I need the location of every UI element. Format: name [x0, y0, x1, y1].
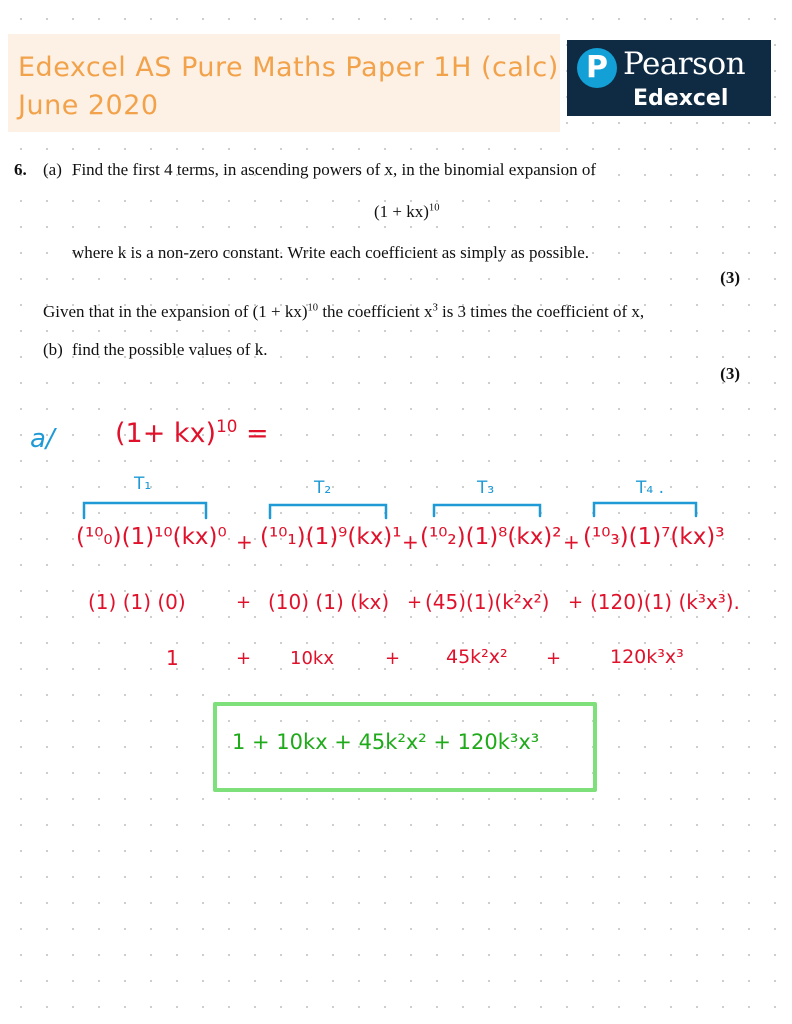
line1-term1: (¹⁰₀)(1)¹⁰(kx)⁰ — [76, 524, 227, 550]
line2-term4: (120)(1) (k³x³). — [590, 590, 740, 614]
line3-term1: 1 — [166, 646, 179, 670]
part-a-label: (a) — [43, 160, 62, 179]
line2-term1: (1) (1) (0) — [88, 590, 186, 614]
line2-plus-3: + — [568, 592, 584, 613]
start-power: 10 — [216, 416, 238, 436]
line3-plus-3: + — [546, 648, 562, 669]
line2-plus-2: + — [407, 592, 423, 613]
bracket-t3 — [434, 505, 540, 516]
expression-power: 10 — [428, 202, 440, 214]
start-eq: = — [245, 418, 269, 449]
line3-plus-1: + — [236, 648, 252, 669]
term-label-1: T₁ — [134, 474, 152, 494]
line2-term3: (45)(1)(k²x²) — [425, 590, 550, 614]
line3-term2: 10kx — [290, 648, 334, 669]
line3-term3: 45k²x² — [446, 646, 508, 668]
part-b-label: (b) — [43, 340, 63, 359]
marks-part-b: (3) — [720, 364, 740, 383]
line1-term4: (¹⁰₃)(1)⁷(kx)³ — [583, 524, 725, 550]
given-text-3: is 3 times the coefficient of x, — [437, 302, 645, 321]
final-answer: 1 + 10kx + 45k²x² + 120k³x³ — [232, 730, 540, 754]
line3-term4: 120k³x³ — [610, 646, 684, 668]
part-a-handwritten-label: a/ — [30, 424, 55, 454]
where-text: where k is a non-zero constant. Write each coefficient as simply as possible. — [72, 243, 590, 262]
given-cube: 3 — [432, 302, 438, 314]
pearson-p-icon: P — [577, 48, 617, 88]
question-number: 6. — [14, 160, 27, 179]
term-label-2: T₂ — [314, 478, 332, 498]
line1-term3: (¹⁰₂)(1)⁸(kx)² — [420, 524, 562, 550]
start-expr: (1+ kx) — [115, 418, 217, 449]
part-b-text: find the possible values of k. — [72, 340, 268, 359]
given-text-2: the coefficient x — [318, 302, 433, 321]
marks-part-a: (3) — [720, 268, 740, 287]
part-a-text: Find the first 4 terms, in ascending powers of x, in the binomial expansion of — [72, 160, 597, 179]
logo-sub: Edexcel — [633, 86, 729, 111]
logo-name: Pearson — [623, 46, 746, 82]
bracket-t1 — [84, 503, 206, 518]
line1-term2: (¹⁰₁)(1)⁹(kx)¹ — [260, 524, 402, 550]
line2-term2: (10) (1) (kx) — [268, 590, 390, 614]
title-line-1: Edexcel AS Pure Maths Paper 1H (calc) — [18, 52, 559, 83]
term-label-3: T₃ — [477, 478, 495, 498]
line3-plus-2: + — [385, 648, 401, 669]
line1-plus-1: + — [236, 530, 253, 554]
bracket-t4 — [594, 503, 696, 516]
expression-base: (1 + kx) — [374, 202, 429, 221]
given-power: 10 — [307, 302, 319, 314]
line1-plus-3: + — [563, 530, 580, 554]
bracket-t2 — [270, 505, 386, 518]
given-text-1: Given that in the expansion of (1 + kx) — [43, 302, 308, 321]
line1-plus-2: + — [402, 530, 419, 554]
line2-plus-1: + — [236, 592, 252, 613]
title-line-2: June 2020 — [18, 90, 159, 121]
term-label-4: T₄ . — [636, 478, 665, 498]
